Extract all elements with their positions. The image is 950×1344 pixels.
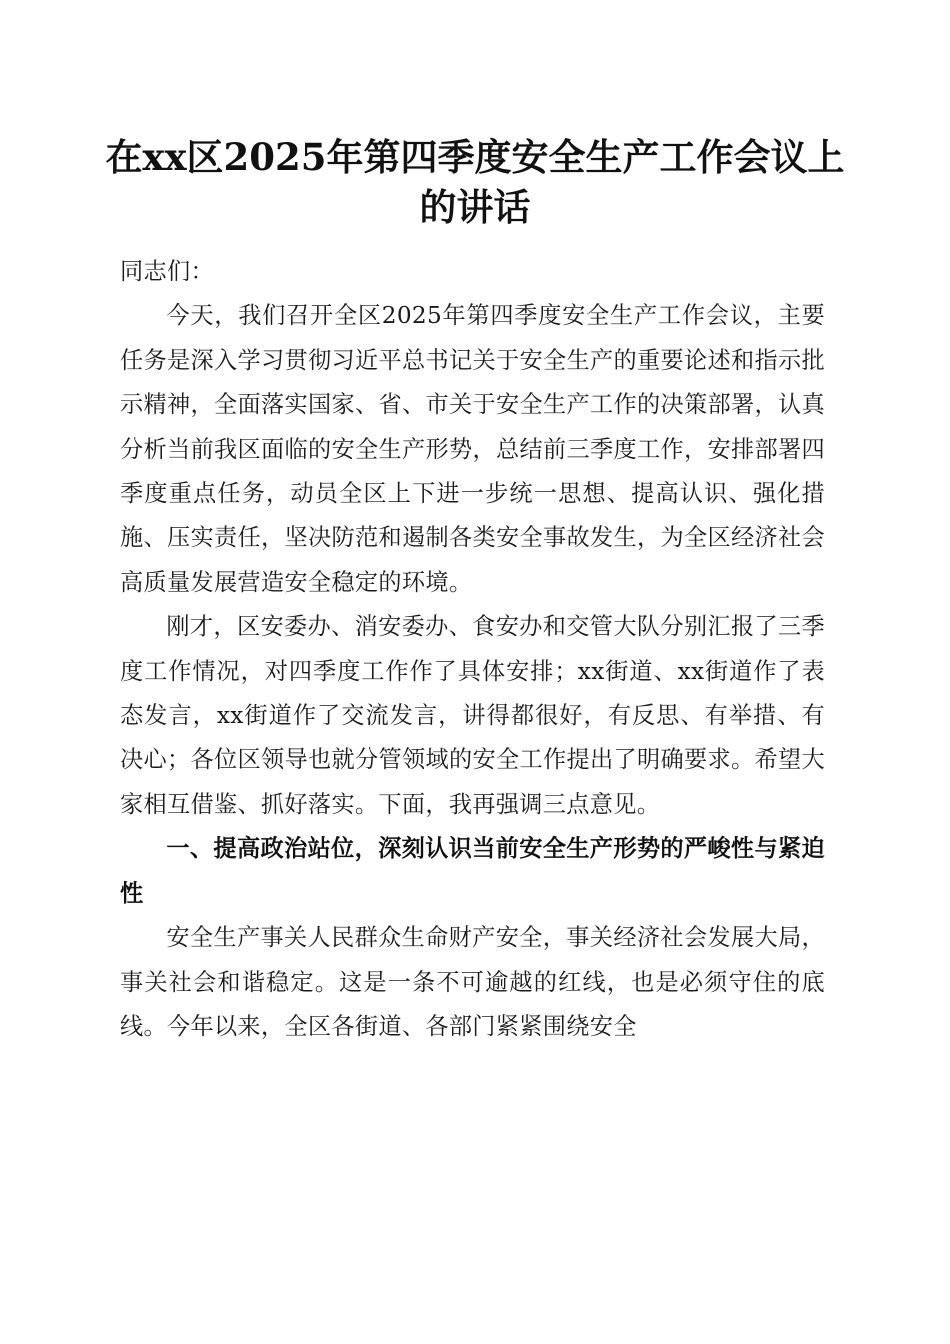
paragraph-opening: 今天，我们召开全区2025年第四季度安全生产工作会议，主要任务是深入学习贯彻习近平总书记关于安全生产的重要论述和指示批示精神，全面落实国家、省、市关于安全生产工作的决策部署，认真分析当前我区面临的安全生产形势，总结前三季度工作，安排部署四季度重点任务，动员全区上下进一步统一思想、提高认识、强化措施、压实责任，坚决防范和遏制各类安全事故发生，为全区经济社会高质量发展营造安全稳定的环境。 (120, 302, 825, 596)
salutation: 同志们： (120, 258, 214, 285)
document-body (120, 250, 825, 1049)
document-title: 在xx区2025年第四季度安全生产工作会议上的讲话 (105, 135, 845, 229)
paragraph-reports: 刚才，区安委办、消安委办、食安办和交管大队分别汇报了三季度工作情况，对四季度工作作了具体安排；xx街道、xx街道作了表态发言，xx街道作了交流发言，讲得都很好，有反思、有举措、有决心；各位区领导也就分管领域的安全工作提出了明确要求。希望大家相互借鉴、抓好落实。下面，我再强调三点意见。 (120, 613, 825, 818)
section-heading-1: 一、提高政治站位，深刻认识当前安全生产形势的严峻性与紧迫性 (120, 835, 825, 907)
section-paragraph-1: 安全生产事关人民群众生命财产安全，事关经济社会发展大局，事关社会和谐稳定。这是一条不可逾越的红线，也是必须守住的底线。今年以来，全区各街道、各部门紧紧围绕安全 (120, 924, 825, 1040)
